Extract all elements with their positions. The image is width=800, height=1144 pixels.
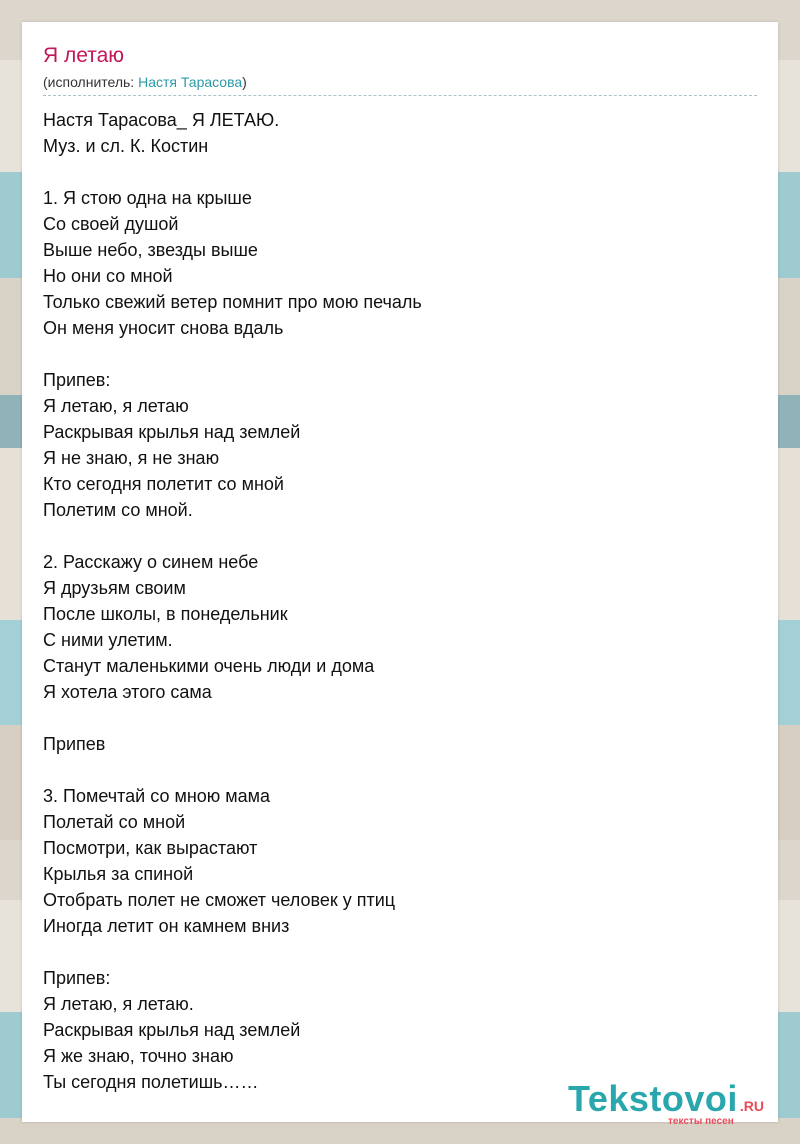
lyric-line: Припев	[43, 734, 106, 754]
lyric-line: 3. Помечтай со мною мама	[43, 786, 271, 806]
lyric-line: Раскрывая крылья над землей	[43, 422, 301, 442]
artist-line	[43, 73, 757, 96]
lyric-line: После школы, в понедельник	[43, 604, 288, 624]
lyric-line: Припев:	[43, 370, 111, 390]
song-title: Я летаю	[43, 44, 125, 67]
lyric-line: Но они со мной	[43, 266, 173, 286]
lyric-line: Припев:	[43, 968, 111, 988]
song-header	[43, 44, 757, 96]
lyric-line: Иногда летит он камнем вниз	[43, 916, 290, 936]
lyric-line: Раскрывая крылья над землей	[43, 1020, 301, 1040]
logo-wordmark: Tekstovoi	[568, 1078, 738, 1119]
lyric-line: Выше небо, звезды выше	[43, 240, 258, 260]
lyric-line: Он меня уносит снова вдаль	[43, 318, 284, 338]
blank-line	[43, 523, 757, 549]
blank-line	[43, 705, 757, 731]
blank-line	[43, 341, 757, 367]
artist-prefix: (исполнитель:	[43, 74, 139, 90]
lyric-line: Я летаю, я летаю	[43, 396, 189, 416]
blank-line	[43, 159, 757, 185]
logo-tagline: тексты песен	[668, 1116, 734, 1127]
lyric-line: С ними улетим.	[43, 630, 173, 650]
blank-line	[43, 757, 757, 783]
lyric-line: Полетим со мной.	[43, 500, 193, 520]
lyric-line: Отобрать полет не сможет человек у птиц	[43, 890, 396, 910]
lyric-line: Посмотри, как вырастают	[43, 838, 258, 858]
lyric-line: Станут маленькими очень люди и дома	[43, 656, 375, 676]
lyric-line: Ты сегодня полетишь……	[43, 1072, 259, 1092]
blank-line	[43, 939, 757, 965]
lyric-line: Я не знаю, я не знаю	[43, 448, 220, 468]
lyric-line: 2. Расскажу о синем небе	[43, 552, 259, 572]
artist-suffix: )	[242, 74, 247, 90]
lyric-line: Полетай со мной	[43, 812, 186, 832]
lyric-line: Настя Тарасова_ Я ЛЕТАЮ.	[43, 110, 280, 130]
lyric-line: Муз. и сл. К. Костин	[43, 136, 209, 156]
lyric-line: Крылья за спиной	[43, 864, 194, 884]
lyric-line: Я хотела этого сама	[43, 682, 212, 702]
lyric-line: Кто сегодня полетит со мной	[43, 474, 284, 494]
lyric-line: Со своей душой	[43, 214, 179, 234]
lyric-line: Я друзьям своим	[43, 578, 186, 598]
artist-link[interactable]: Настя Тарасова	[138, 74, 243, 90]
lyrics-page	[22, 22, 778, 1127]
lyric-line: Только свежий ветер помнит про мою печаль	[43, 292, 422, 312]
logo-domain: .RU	[739, 1098, 764, 1114]
lyric-line: Я же знаю, точно знаю	[43, 1046, 234, 1066]
site-logo[interactable]	[568, 1080, 778, 1136]
lyric-line: 1. Я стою одна на крыше	[43, 188, 252, 208]
lyric-line: Я летаю, я летаю.	[43, 994, 194, 1014]
lyrics-body	[43, 107, 757, 1095]
